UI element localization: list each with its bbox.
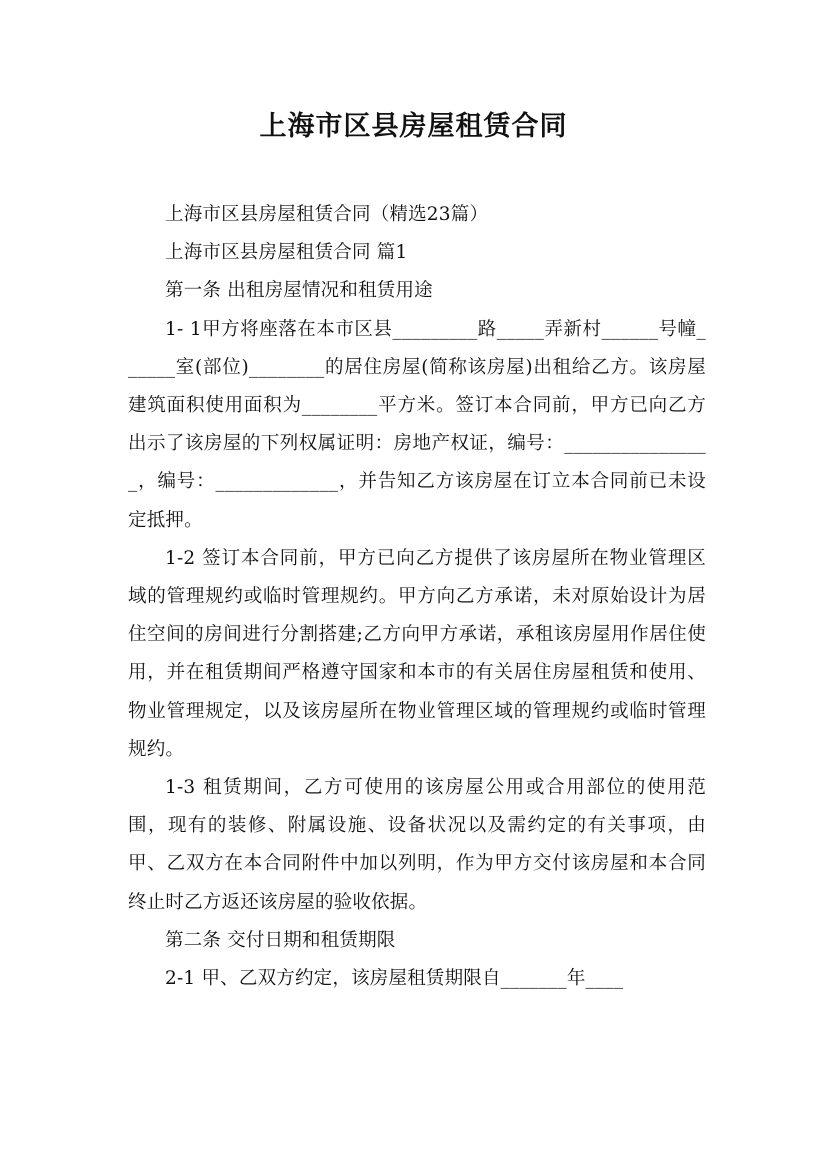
clause-paragraph: 1- 1甲方将座落在本市区县_________路_____弄新村______号幢______室(部位)________的居住房屋(简称该房屋)出租给乙方。该房屋建筑面积使用面积为________平方米。签订本合同前，甲方已向乙方出示了该房屋的下列权属证明：房地产权证，编号：________________，编号：_____________，并告知乙方该房屋在订立本合同前已未设定抵押。: [128, 318, 706, 531]
document-body: [128, 196, 706, 998]
clause-paragraph: 1-2 签订本合同前，甲方已向乙方提供了该房屋所在物业管理区域的管理规约或临时管理规约。甲方向乙方承诺，未对原始设计为居住空间的房间进行分割搭建;乙方向甲方承诺，承租该房屋用作居住使用，并在租赁期间严格遵守国家和本市的有关居住房屋租赁和使用、物业管理规定，以及该房屋所在物业管理区域的管理规约或临时管理规约。: [128, 547, 706, 760]
clause-paragraph: 1-3 租赁期间，乙方可使用的该房屋公用或合用部位的使用范围，现有的装修、附属设施、设备状况以及需约定的有关事项，由甲、乙双方在本合同附件中加以列明，作为甲方交付该房屋和本合同终止时乙方返还该房屋的验收依据。: [128, 777, 706, 913]
article-heading: 第一条 出租房屋情况和租赁用途: [165, 280, 433, 302]
summary-line: 上海市区县房屋租赁合同（精选23篇）: [165, 204, 489, 225]
clause-paragraph: 2-1 甲、乙双方约定，该房屋租赁期限自_______年____: [165, 968, 624, 990]
article-heading: 第二条 交付日期和租赁期限: [165, 929, 396, 951]
document-title: 上海市区县房屋租赁合同: [259, 111, 568, 142]
section-heading: 上海市区县房屋租赁合同 篇1: [165, 242, 408, 264]
